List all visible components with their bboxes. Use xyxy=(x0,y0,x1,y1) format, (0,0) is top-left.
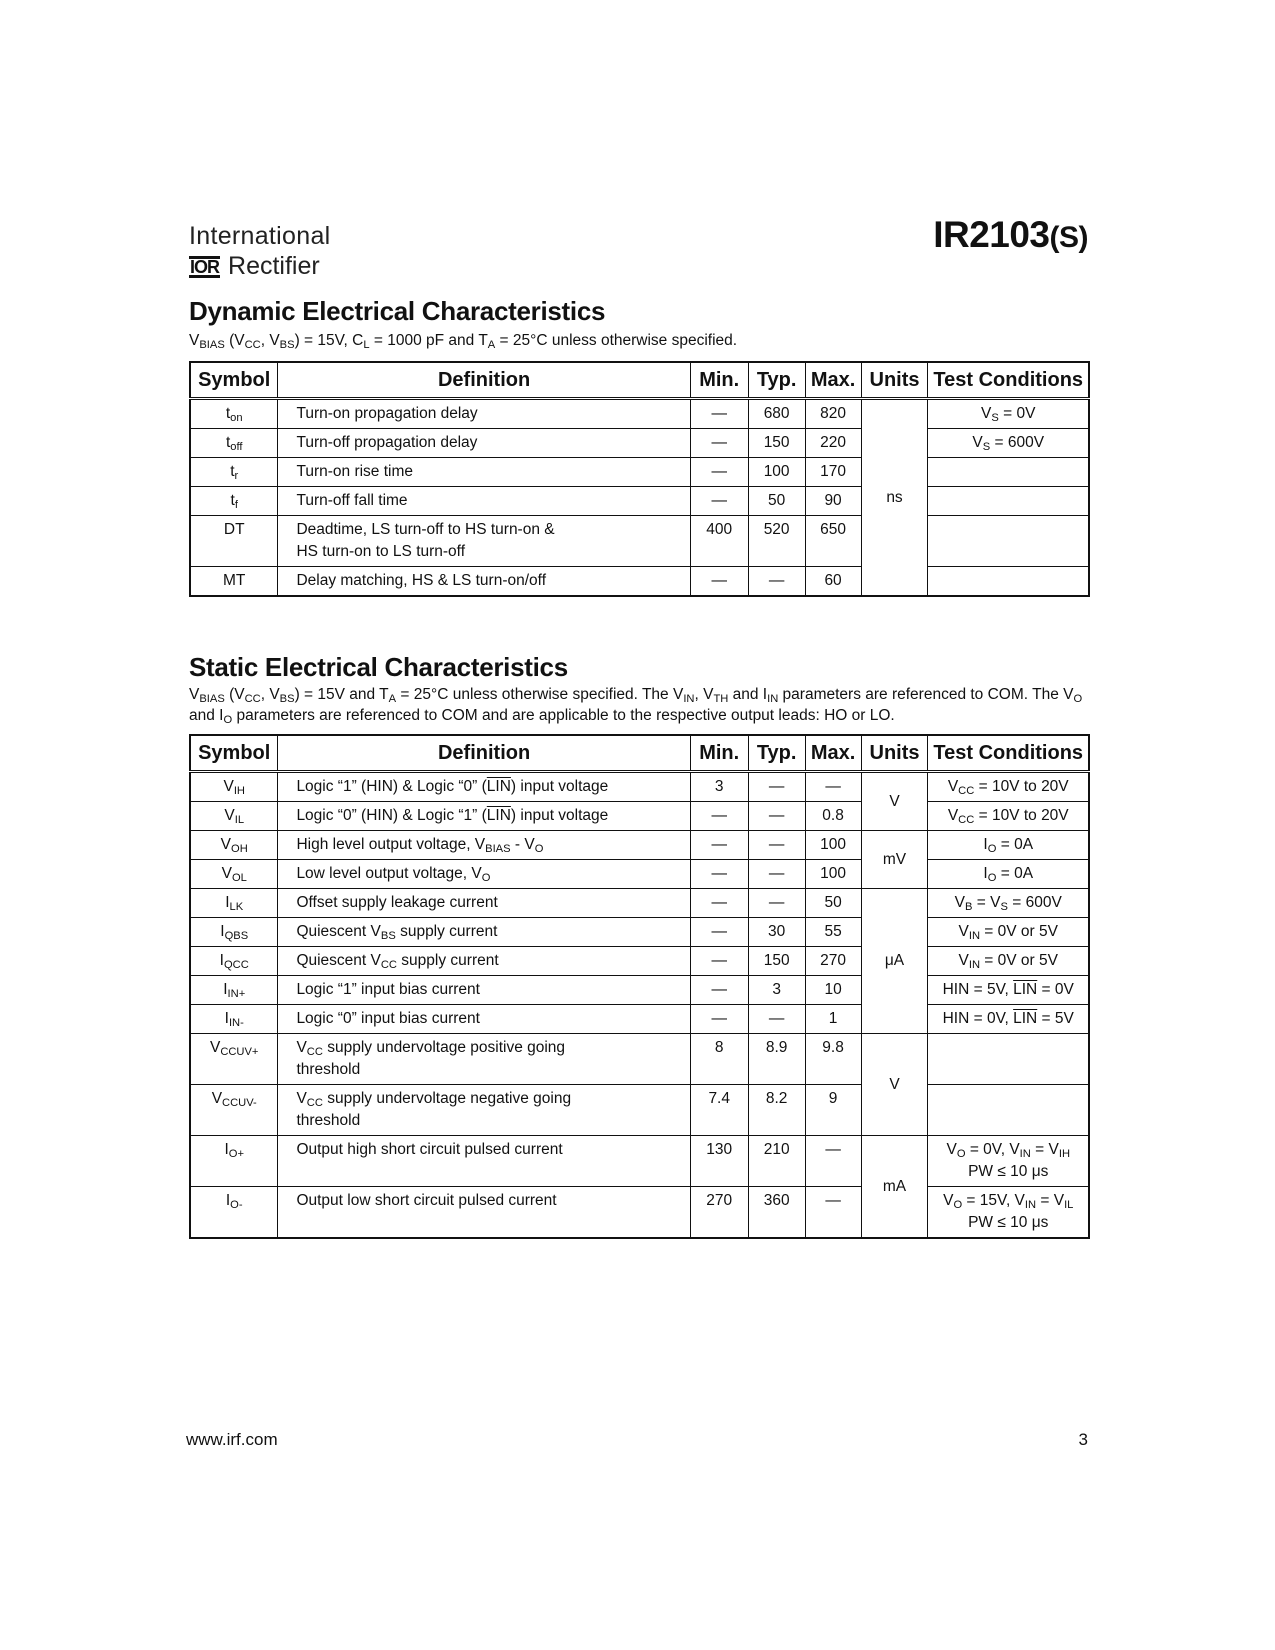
test-conditions-cell xyxy=(928,1034,1089,1085)
definition-cell: Deadtime, LS turn-off to HS turn-on & HS turn-on to LS turn-off xyxy=(278,516,690,567)
max-cell: — xyxy=(805,1136,861,1187)
header-test-conditions: Test Conditions xyxy=(928,362,1089,399)
table-row xyxy=(190,1187,1089,1239)
definition-cell: $V_{CC}$ supply undervoltage positive going threshold xyxy=(278,1034,690,1085)
min-cell: 270 xyxy=(690,1187,748,1239)
symbol-cell: $I_{QCC}$ xyxy=(190,947,278,976)
symbol-cell: $I_{IN-}$ xyxy=(190,1005,278,1034)
max-cell: 170 xyxy=(805,458,861,487)
definition-cell: Turn-off fall time xyxy=(278,487,690,516)
table-row xyxy=(190,831,1089,860)
typ-cell: 150 xyxy=(748,429,805,458)
typ-cell: 210 xyxy=(748,1136,805,1187)
min-cell: 8 xyxy=(690,1034,748,1085)
test-conditions-cell: $V_O = 0V$, $V_{IN} = V_{IH}$ PW ≤ 10 μs xyxy=(928,1136,1089,1187)
test-conditions-cell: $V_{CC} = 10V$ to 20V xyxy=(928,802,1089,831)
header-units: Units xyxy=(861,362,928,399)
table-row xyxy=(190,802,1089,831)
header-max: Max. xyxy=(805,362,861,399)
symbol-cell: $V_{CCUV+}$ xyxy=(190,1034,278,1085)
static-table-body xyxy=(190,772,1089,1239)
definition-cell: High level output voltage, $V_{BIAS} - V_O$ xyxy=(278,831,690,860)
max-cell: 270 xyxy=(805,947,861,976)
max-cell: 0.8 xyxy=(805,802,861,831)
header-definition: Definition xyxy=(278,735,690,772)
symbol-cell: $t_{on}$ xyxy=(190,399,278,429)
dynamic-table-body xyxy=(190,399,1089,597)
footer-url: www.irf.com xyxy=(186,1430,278,1449)
table-header-row xyxy=(190,735,1089,772)
table-row xyxy=(190,458,1089,487)
definition-cell: Delay matching, HS & LS turn-on/off xyxy=(278,567,690,597)
test-conditions-cell xyxy=(928,487,1089,516)
test-conditions-cell xyxy=(928,516,1089,567)
min-cell: 130 xyxy=(690,1136,748,1187)
typ-cell: — xyxy=(748,567,805,597)
typ-cell: — xyxy=(748,860,805,889)
header-symbol: Symbol xyxy=(190,735,278,772)
test-conditions-cell: $V_{IN} = 0V$ or 5V xyxy=(928,918,1089,947)
min-cell: — xyxy=(690,429,748,458)
dynamic-section-title: Dynamic Electrical Characteristics xyxy=(189,296,606,326)
definition-cell: Output high short circuit pulsed current xyxy=(278,1136,690,1187)
part-number xyxy=(933,214,1088,256)
test-conditions-cell: $V_{CC} = 10V$ to 20V xyxy=(928,772,1089,802)
table-row xyxy=(190,1085,1089,1136)
max-cell: 90 xyxy=(805,487,861,516)
units-cell: V xyxy=(861,772,928,831)
table-row xyxy=(190,918,1089,947)
table-row xyxy=(190,772,1089,802)
min-cell: 3 xyxy=(690,772,748,802)
test-conditions-cell: HIN = 0V, $\overline{LIN} = 5V$ xyxy=(928,1005,1089,1034)
definition-cell: Quiescent $V_{CC}$ supply current xyxy=(278,947,690,976)
table-row xyxy=(190,1034,1089,1085)
table-row xyxy=(190,889,1089,918)
table-row xyxy=(190,429,1089,458)
test-conditions-cell xyxy=(928,567,1089,597)
table-row xyxy=(190,399,1089,429)
test-conditions-cell: $V_S = 0V$ xyxy=(928,399,1089,429)
max-cell: 1 xyxy=(805,1005,861,1034)
typ-cell: — xyxy=(748,831,805,860)
typ-cell: 150 xyxy=(748,947,805,976)
table-row xyxy=(190,976,1089,1005)
units-cell: mA xyxy=(861,1136,928,1239)
symbol-cell: $V_{OL}$ xyxy=(190,860,278,889)
min-cell: — xyxy=(690,831,748,860)
min-cell: 400 xyxy=(690,516,748,567)
definition-cell: $V_{CC}$ supply undervoltage negative going threshold xyxy=(278,1085,690,1136)
symbol-cell: $I_{QBS}$ xyxy=(190,918,278,947)
company-name-line1: International xyxy=(189,222,331,250)
max-cell: — xyxy=(805,1187,861,1239)
typ-cell: 100 xyxy=(748,458,805,487)
typ-cell: 3 xyxy=(748,976,805,1005)
test-conditions-cell: $V_B = V_S = 600V$ xyxy=(928,889,1089,918)
min-cell: — xyxy=(690,487,748,516)
company-logo xyxy=(189,252,320,281)
typ-cell: 360 xyxy=(748,1187,805,1239)
table-header-row xyxy=(190,362,1089,399)
part-number-suffix: (S) xyxy=(1049,221,1088,254)
symbol-cell: $V_{CCUV-}$ xyxy=(190,1085,278,1136)
max-cell: 100 xyxy=(805,831,861,860)
test-conditions-cell: $V_{IN} = 0V$ or 5V xyxy=(928,947,1089,976)
header-typ: Typ. xyxy=(748,362,805,399)
static-section-title: Static Electrical Characteristics xyxy=(189,652,568,682)
typ-cell: 8.2 xyxy=(748,1085,805,1136)
min-cell: — xyxy=(690,918,748,947)
typ-cell: — xyxy=(748,1005,805,1034)
units-cell: ns xyxy=(861,399,928,597)
static-characteristics-table xyxy=(189,734,1090,1239)
header-units: Units xyxy=(861,735,928,772)
max-cell: 10 xyxy=(805,976,861,1005)
typ-cell: 50 xyxy=(748,487,805,516)
max-cell: 9.8 xyxy=(805,1034,861,1085)
ior-logo-mark: IOR xyxy=(190,256,220,277)
typ-cell: — xyxy=(748,772,805,802)
units-cell: V xyxy=(861,1034,928,1136)
max-cell: 55 xyxy=(805,918,861,947)
definition-cell: Offset supply leakage current xyxy=(278,889,690,918)
min-cell: — xyxy=(690,1005,748,1034)
typ-cell: 8.9 xyxy=(748,1034,805,1085)
max-cell: 50 xyxy=(805,889,861,918)
symbol-cell: $I_{O-}$ xyxy=(190,1187,278,1239)
table-row xyxy=(190,1005,1089,1034)
max-cell: 650 xyxy=(805,516,861,567)
definition-cell: Turn-on propagation delay xyxy=(278,399,690,429)
test-conditions-cell: $I_O = 0A$ xyxy=(928,831,1089,860)
max-cell: 220 xyxy=(805,429,861,458)
header-min: Min. xyxy=(690,735,748,772)
symbol-cell: $t_f$ xyxy=(190,487,278,516)
symbol-cell: $I_{O+}$ xyxy=(190,1136,278,1187)
definition-cell: Turn-off propagation delay xyxy=(278,429,690,458)
definition-cell: Logic “1” (HIN) & Logic “0” $(\overline{LIN})$ input voltage xyxy=(278,772,690,802)
table-row xyxy=(190,516,1089,567)
typ-cell: 680 xyxy=(748,399,805,429)
definition-cell: Quiescent $V_{BS}$ supply current xyxy=(278,918,690,947)
definition-cell: Low level output voltage, $V_O$ xyxy=(278,860,690,889)
part-number-base: IR2103 xyxy=(933,214,1050,255)
test-conditions-cell: HIN = 5V, $\overline{LIN} = 0V$ xyxy=(928,976,1089,1005)
page-number: 3 xyxy=(1078,1430,1088,1449)
min-cell: — xyxy=(690,567,748,597)
definition-cell: Logic “1” input bias current xyxy=(278,976,690,1005)
definition-cell: Output low short circuit pulsed current xyxy=(278,1187,690,1239)
test-conditions-cell xyxy=(928,1085,1089,1136)
header-max: Max. xyxy=(805,735,861,772)
min-cell: — xyxy=(690,947,748,976)
test-conditions-cell: $V_S = 600V$ xyxy=(928,429,1089,458)
min-cell: — xyxy=(690,458,748,487)
header-min: Min. xyxy=(690,362,748,399)
symbol-cell: MT xyxy=(190,567,278,597)
table-row xyxy=(190,487,1089,516)
symbol-cell: $V_{OH}$ xyxy=(190,831,278,860)
min-cell: — xyxy=(690,802,748,831)
symbol-cell: $t_{off}$ xyxy=(190,429,278,458)
header-typ: Typ. xyxy=(748,735,805,772)
min-cell: — xyxy=(690,889,748,918)
max-cell: 820 xyxy=(805,399,861,429)
typ-cell: — xyxy=(748,802,805,831)
typ-cell: — xyxy=(748,889,805,918)
table-row xyxy=(190,567,1089,597)
symbol-cell: $V_{IL}$ xyxy=(190,802,278,831)
table-row xyxy=(190,860,1089,889)
table-row xyxy=(190,1136,1089,1187)
max-cell: — xyxy=(805,772,861,802)
definition-cell: Logic “0” input bias current xyxy=(278,1005,690,1034)
min-cell: — xyxy=(690,976,748,1005)
typ-cell: 30 xyxy=(748,918,805,947)
dynamic-conditions: $V_{BIAS}$ ($V_{CC}$, $V_{BS}) = 15V$, $C_L = 1000$ pF and $T_A = 25^\circ C$ unless otherwise specified. xyxy=(189,332,738,351)
company-name-line2: Rectifier xyxy=(228,252,320,280)
units-cell: mV xyxy=(861,831,928,889)
max-cell: 100 xyxy=(805,860,861,889)
symbol-cell: $V_{IH}$ xyxy=(190,772,278,802)
max-cell: 60 xyxy=(805,567,861,597)
symbol-cell: $I_{IN+}$ xyxy=(190,976,278,1005)
symbol-cell: $I_{LK}$ xyxy=(190,889,278,918)
header-test-conditions: Test Conditions xyxy=(928,735,1089,772)
definition-cell: Turn-on rise time xyxy=(278,458,690,487)
typ-cell: 520 xyxy=(748,516,805,567)
min-cell: — xyxy=(690,860,748,889)
units-cell: μA xyxy=(861,889,928,1034)
min-cell: — xyxy=(690,399,748,429)
test-conditions-cell: $V_O = 15V$, $V_{IN} = V_{IL}$ PW ≤ 10 μs xyxy=(928,1187,1089,1239)
test-conditions-cell xyxy=(928,458,1089,487)
test-conditions-cell: $I_O = 0A$ xyxy=(928,860,1089,889)
header-symbol: Symbol xyxy=(190,362,278,399)
static-conditions: $V_{BIAS}$ ($V_{CC}$, $V_{BS}) = 15V$ and $T_A = 25^\circ C$ unless otherwise specified. The $V_{IN}$, $V_{TH}$ and $I_{IN}$ parameters are referenced to COM. The $V_O$ and $I_O$ parameters are referenced to COM and are applicable to the respective output leads: HO or LO. xyxy=(189,686,1083,726)
definition-cell: Logic “0” (HIN) & Logic “1” $(\overline{LIN})$ input voltage xyxy=(278,802,690,831)
max-cell: 9 xyxy=(805,1085,861,1136)
table-row xyxy=(190,947,1089,976)
header-definition: Definition xyxy=(278,362,690,399)
symbol-cell: DT xyxy=(190,516,278,567)
min-cell: 7.4 xyxy=(690,1085,748,1136)
dynamic-characteristics-table xyxy=(189,361,1090,597)
symbol-cell: $t_r$ xyxy=(190,458,278,487)
